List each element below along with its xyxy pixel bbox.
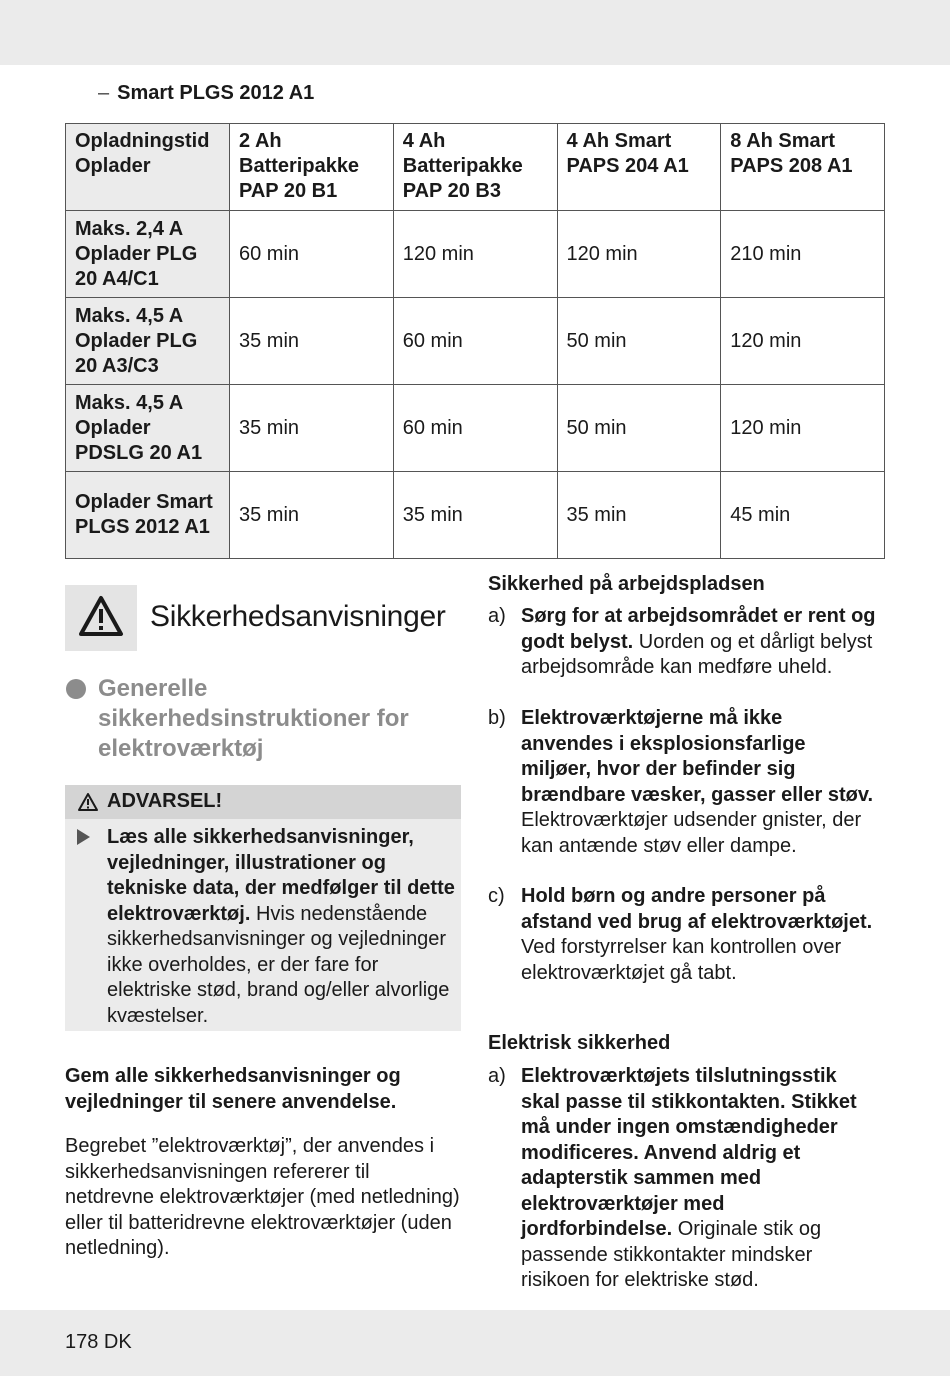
item-normal-text: Ved forstyrrelser kan kontrollen over elektroværktøjet gå tabt.	[521, 936, 842, 984]
item-normal-text: Originale stik og passende stikkontakter mindsker risikoen for elektriske stød.	[521, 1218, 822, 1291]
table-cell: 120 min	[557, 211, 721, 298]
table-cell: 60 min	[393, 385, 557, 472]
list-marker: b)	[488, 707, 506, 729]
section-icon-box	[65, 585, 137, 651]
charging-time-table	[65, 123, 885, 559]
table-cell: 120 min	[721, 298, 885, 385]
column-header: 8 Ah Smart PAPS 208 A1	[721, 124, 885, 211]
table-cell: 35 min	[230, 298, 394, 385]
table-cell: 45 min	[721, 472, 885, 559]
column-header: 4 Ah Smart PAPS 204 A1	[557, 124, 721, 211]
list-item	[488, 884, 880, 986]
header-band	[0, 0, 950, 65]
column-header: 4 Ah Batteripakke PAP 20 B3	[393, 124, 557, 211]
footer-band	[0, 1310, 950, 1376]
item-bold-text: Elektroværktøjets tilslutningsstik skal passe til stikkontakten. Stikket må under ingen omstændigheder modificeres. Anvend aldrig et adapterstik sammen med elektroværktøjer med jordforbindelse.	[521, 1065, 857, 1240]
table-cell: 35 min	[230, 472, 394, 559]
warning-header	[65, 785, 461, 819]
model-heading: – Smart PLGS 2012 A1	[98, 82, 315, 104]
list-marker: a)	[488, 1065, 506, 1087]
item-bold-text: Hold børn og andre personer på afstand ved brug af elektroværktøjet.	[521, 885, 873, 933]
table-cell: 50 min	[557, 298, 721, 385]
row-header: Maks. 2,4 A Oplader PLG 20 A4/C1	[66, 211, 230, 298]
bullet-dot-icon	[66, 679, 86, 699]
warning-text	[107, 825, 457, 1029]
table-header-row	[66, 124, 885, 211]
list-item	[488, 604, 880, 681]
table-cell: 120 min	[393, 211, 557, 298]
warning-bold-text: Læs alle sikkerhedsanvisninger, vejledninger, illustrationer og tekniske data, der medfølger til dette elektroværktøj.	[107, 826, 455, 925]
list-item	[488, 1064, 880, 1294]
table-row	[66, 472, 885, 559]
table-cell: 35 min	[230, 385, 394, 472]
page-number: 178 DK	[65, 1331, 132, 1353]
warning-triangle-icon	[78, 595, 124, 637]
table-row	[66, 211, 885, 298]
electrical-heading: Elektrisk sikkerhed	[488, 1032, 671, 1054]
list-marker: c)	[488, 885, 505, 907]
table-cell: 60 min	[393, 298, 557, 385]
row-header: Maks. 4,5 A Oplader PDSLG 20 A1	[66, 385, 230, 472]
list-marker: a)	[488, 605, 506, 627]
table-cell: 50 min	[557, 385, 721, 472]
section-title: Sikkerhedsanvisninger	[150, 600, 446, 633]
item-normal-text: Elektroværktøjer udsender gnister, der kan antænde støv eller dampe.	[521, 809, 862, 857]
table-cell: 210 min	[721, 211, 885, 298]
list-item	[488, 706, 880, 859]
item-bold-text: Sørg for at arbejdsområdet er rent og godt belyst.	[521, 605, 876, 653]
row-header: Oplader Smart PLGS 2012 A1	[66, 472, 230, 559]
table-cell: 120 min	[721, 385, 885, 472]
table-cell: 35 min	[393, 472, 557, 559]
column-header: 2 Ah Batteripakke PAP 20 B1	[230, 124, 394, 211]
workplace-heading: Sikkerhed på arbejdspladsen	[488, 573, 765, 595]
warning-small-icon	[77, 792, 99, 812]
warning-body	[65, 819, 461, 1031]
definition-paragraph: Begrebet ”elektroværktøj”, der anvendes i sikkerhedsanvisningen refererer til netdrevne elektroværktøjer (med netledning) eller til batteridrevne elektroværktøjer (uden netledning).	[65, 1135, 460, 1259]
save-instructions-note: Gem alle sikkerhedsanvisninger og vejledninger til senere anvendelse.	[65, 1065, 401, 1113]
table-cell: 35 min	[557, 472, 721, 559]
item-normal-text: Uorden og et dårligt belyst arbejdsområde kan medføre uheld.	[521, 630, 873, 678]
warning-normal-text: Hvis nedenstående sikkerhedsanvisninger og vejledninger ikke overholdes, er der fare for elektriske stød, brand og/eller alvorlige kvæstelser.	[107, 902, 450, 1027]
table-row	[66, 298, 885, 385]
subsection-title: Generelle sikkerhedsinstruktioner for elektroværktøj	[98, 675, 409, 762]
table-row	[66, 385, 885, 472]
row-header: Maks. 4,5 A Oplader PLG 20 A3/C3	[66, 298, 230, 385]
warning-label: ADVARSEL!	[107, 790, 223, 812]
arrow-right-icon	[77, 829, 90, 845]
table-cell: 60 min	[230, 211, 394, 298]
table-corner-cell: Opladningstid Oplader	[66, 124, 230, 211]
item-bold-text: Elektroværktøjerne må ikke anvendes i eksplosionsfarlige miljøer, hvor der befinder sig brændbare væsker, gasser eller støv.	[521, 707, 874, 806]
